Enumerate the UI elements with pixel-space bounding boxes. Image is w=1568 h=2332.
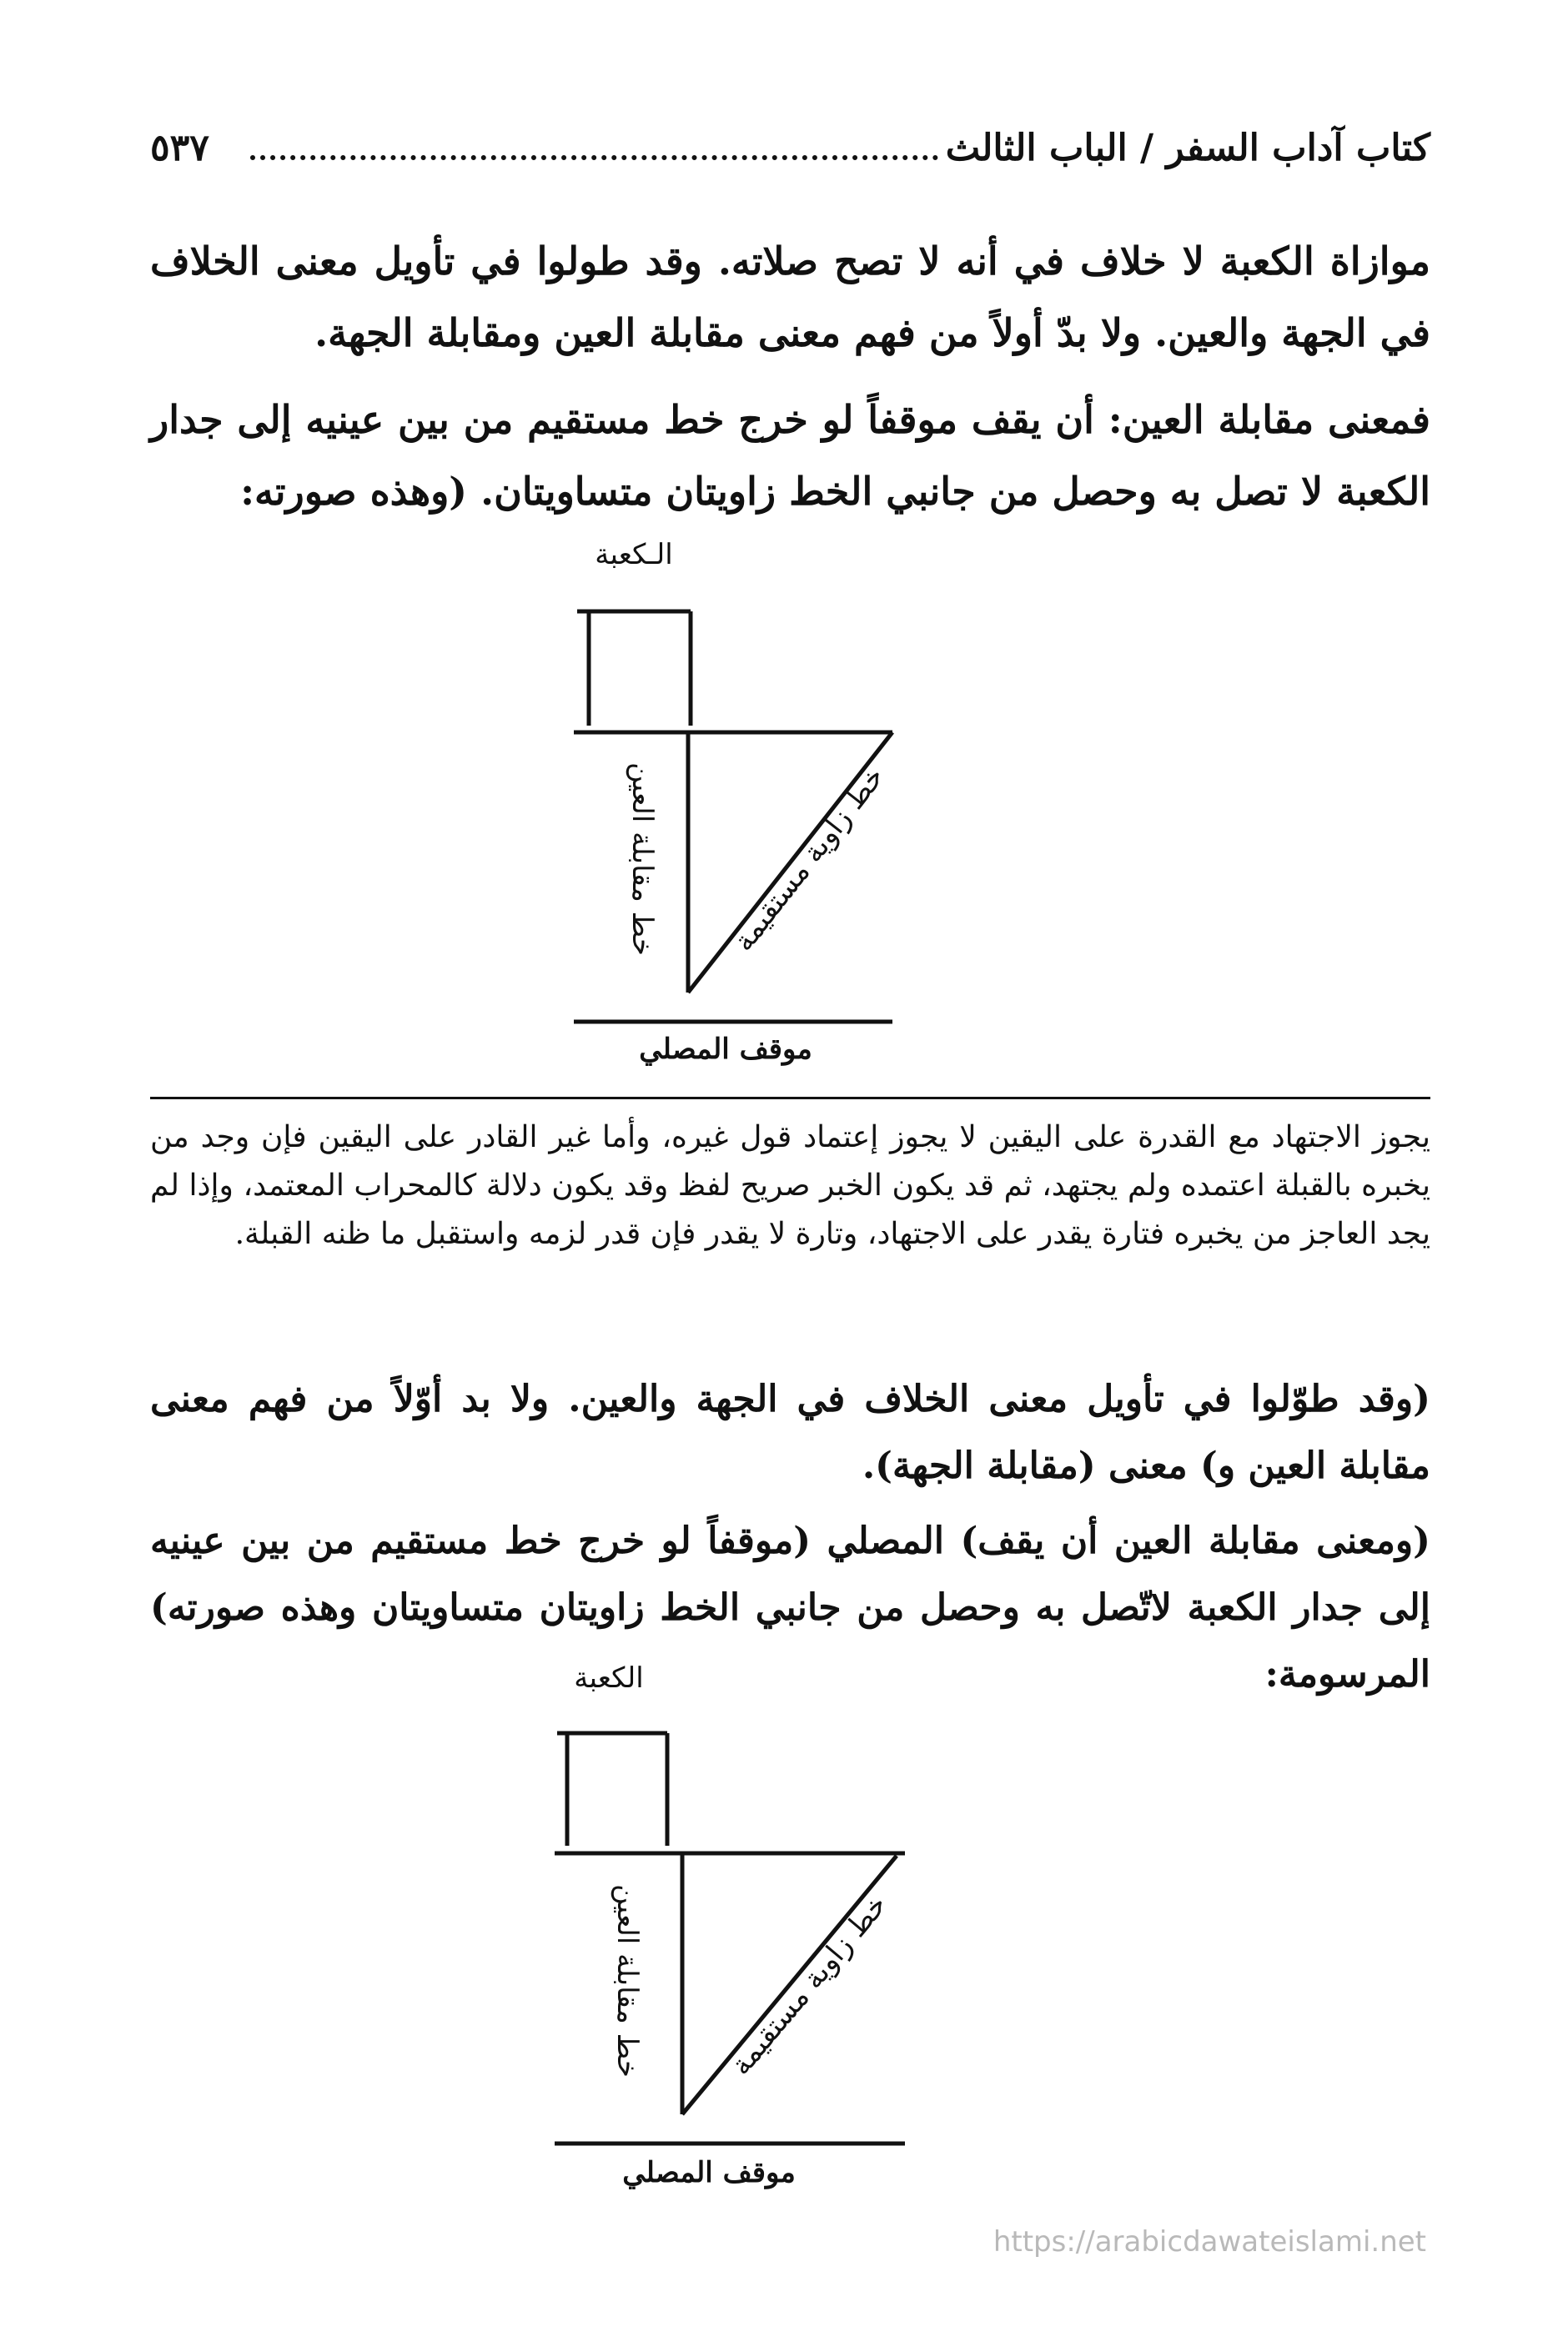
header-leader-dots bbox=[250, 155, 938, 160]
fig1-kaaba-label: الـكعبة bbox=[595, 538, 673, 571]
running-header bbox=[150, 115, 1430, 182]
fig2-kaaba-label: الكعبة bbox=[574, 1661, 644, 1695]
fig1-vertical-label: خط مقابلة العين bbox=[626, 762, 659, 956]
fig1-diagonal-label: خط زاوية مستقيمة bbox=[726, 760, 892, 958]
fig1-bottom-label: موقف المصلي bbox=[639, 1033, 812, 1066]
watermark-url: https://arabicdawateislami.net bbox=[993, 2225, 1426, 2259]
fig2-vertical-label: خط مقابلة العين bbox=[611, 1884, 644, 2078]
commentary-paragraph-1: (وقد طوّلوا في تأويل معنى الخلاف في الجهة والعين. ولا بد أوّلاً من فهم معنى مقابلة العين و) معنى (مقابلة الجهة). bbox=[150, 1378, 1430, 1487]
fig2-diagonal-label: خط زاوية مستقيمة bbox=[724, 1888, 894, 2082]
fig2-bottom-label: موقف المصلي bbox=[622, 2156, 796, 2189]
header-title: كتاب آداب السفر / الباب الثالث bbox=[945, 127, 1430, 169]
footnote-separator bbox=[150, 1097, 1430, 1099]
main-paragraph-2: فمعنى مقابلة العين: أن يقف موقفاً لو خرج خط مستقيم من بين عينيه إلى جدار الكعبة لا تصل به وحصل من جانبي الخط زاويتان متساويتان. (وهذه صورته: bbox=[150, 397, 1430, 514]
footnote-paragraph: يجوز الاجتهاد مع القدرة على اليقين لا يجوز إعتماد قول غيره، وأما غير القادر على اليقين فإن وجد من يخبره بالقبلة اعتمده ولم يجتهد، ثم قد يكون الخبر صريح لفظ وقد يكون دلالة كالمحراب المعتمد، وإذا لم يجد العاجز من يخبره فتارة يقدر على الاجتهاد، وتارة لا يقدر فإن قدر لزمه واستقبل ما ظنه القبلة. bbox=[150, 1120, 1431, 1251]
page-number: ٥٣٧ bbox=[150, 127, 209, 169]
main-paragraph-1: موازاة الكعبة لا خلاف في أنه لا تصح صلاته. وقد طولوا في تأويل معنى الخلاف في الجهة والعين. ولا بدّ أولاً من فهم معنى مقابلة العين ومقابلة الجهة. bbox=[150, 239, 1430, 355]
commentary-paragraph-2: (ومعنى مقابلة العين أن يقف) المصلي (موقفاً لو خرج خط مستقيم من بين عينيه إلى جدار الكعبة لاتّصل به وحصل من جانبي الخط زاويتان متساويتان وهذه صورته) المرسومة: bbox=[150, 1520, 1430, 1696]
